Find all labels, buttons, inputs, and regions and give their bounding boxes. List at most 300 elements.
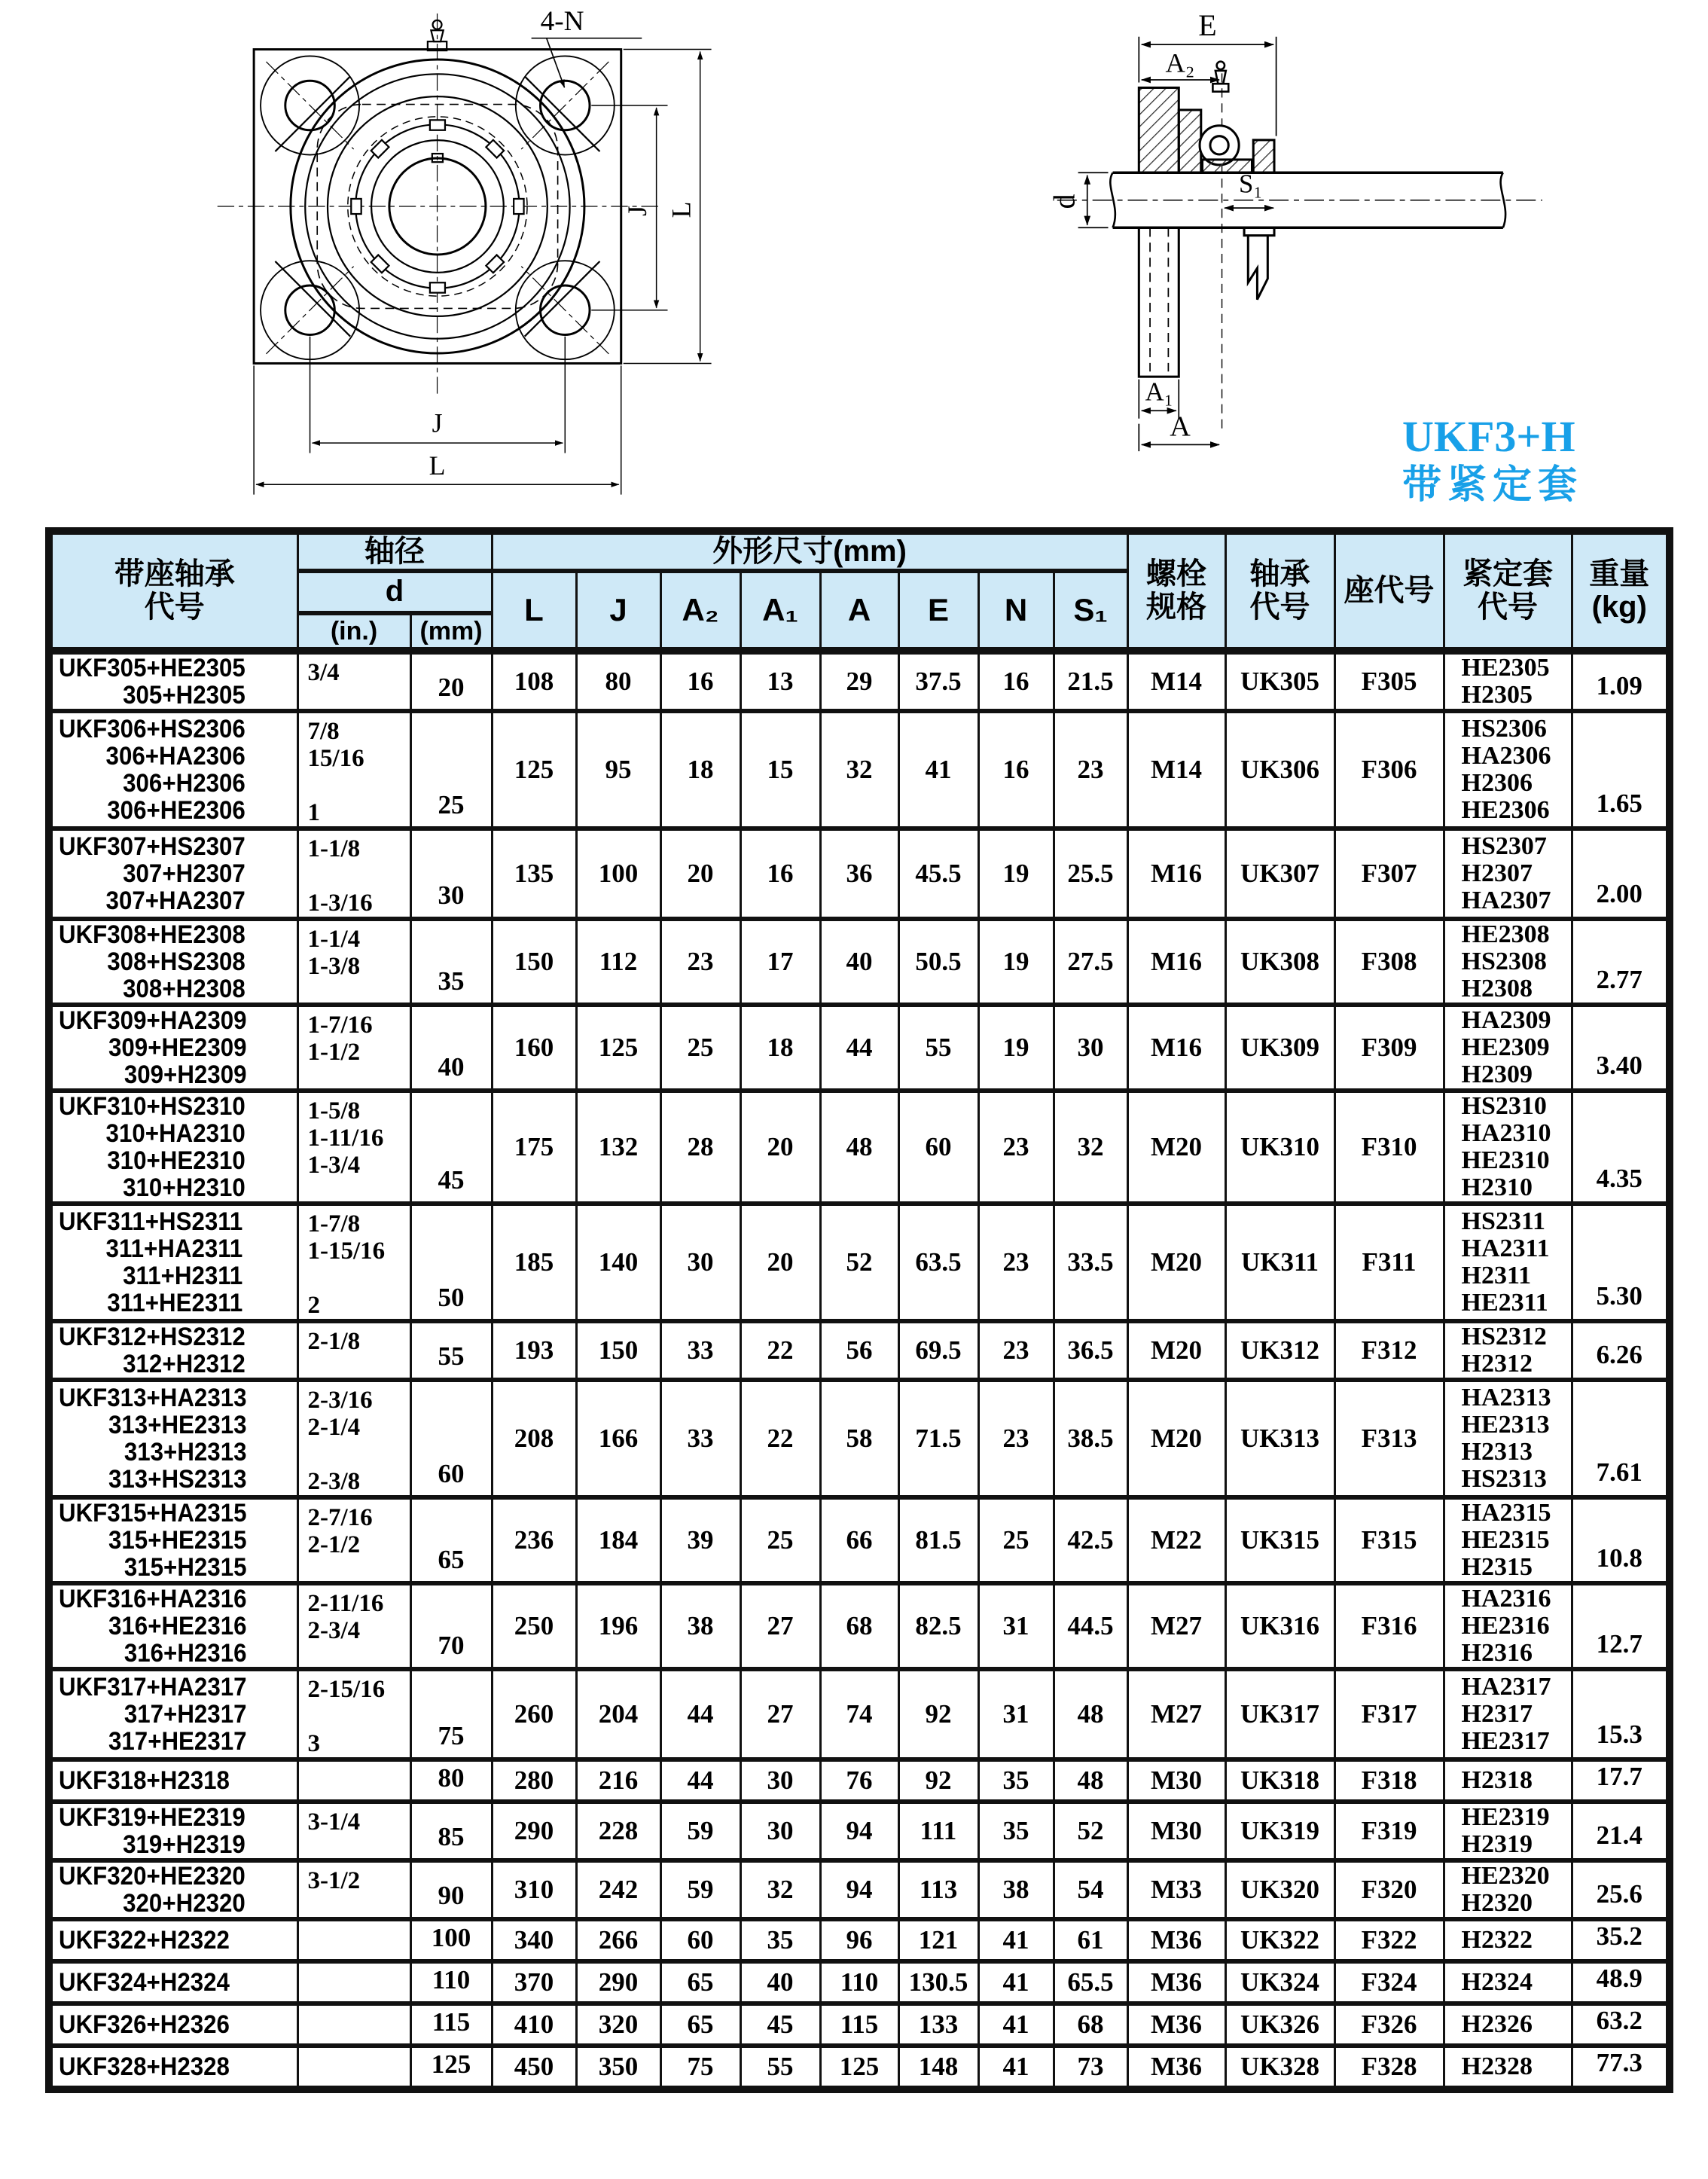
cell-dim-J: 112 <box>576 919 660 1005</box>
cell-weight: 1.65 <box>1572 711 1670 829</box>
cell-shaft-dia-in <box>297 1759 410 1802</box>
dim-a-label: A <box>1170 410 1191 443</box>
table-row <box>49 2046 1670 2089</box>
cell-weight: 17.7 <box>1572 1759 1670 1802</box>
dim-l-bottom-label: L <box>429 450 446 481</box>
cell-sleeve-code: HA2316 HE2316 H2316 <box>1444 1583 1572 1669</box>
cell-dim-E: 41 <box>898 711 978 829</box>
cell-housing-code: F316 <box>1334 1583 1444 1669</box>
table-row <box>49 1005 1670 1091</box>
spec-table <box>45 527 1673 2093</box>
cell-dim-N: 41 <box>978 1961 1054 2004</box>
cell-dim-A: 76 <box>820 1759 898 1802</box>
cell-shaft-dia-in: 1-7/16 1-1/2 <box>297 1005 410 1091</box>
cell-shaft-dia-in: 1-5/8 1-11/16 1-3/4 <box>297 1091 410 1204</box>
cell-dim-A1: 16 <box>740 829 820 919</box>
cell-dim-E: 71.5 <box>898 1380 978 1497</box>
cell-dim-A1: 55 <box>740 2046 820 2089</box>
cell-dim-S1: 52 <box>1054 1802 1127 1860</box>
cell-bearing-code: UK328 <box>1225 2046 1334 2089</box>
cell-dim-S1: 68 <box>1054 2004 1127 2046</box>
cell-bolt-spec: M14 <box>1127 711 1225 829</box>
cell-unit-code: UKF317+HA2317 317+H2317 317+HE2317 <box>49 1669 297 1759</box>
table-row <box>49 1204 1670 1321</box>
cell-dim-S1: 61 <box>1054 1919 1127 1961</box>
dim-a2-label: A₂ <box>1165 47 1195 78</box>
cell-dim-L: 450 <box>492 2046 576 2089</box>
cell-bolt-spec: M36 <box>1127 1961 1225 2004</box>
cell-dim-L: 150 <box>492 919 576 1005</box>
cell-dim-L: 340 <box>492 1919 576 1961</box>
cell-dim-A2: 75 <box>660 2046 740 2089</box>
cell-sleeve-code: H2318 <box>1444 1759 1572 1802</box>
cell-dim-A: 32 <box>820 711 898 829</box>
table-body <box>49 651 1670 2089</box>
cell-dim-A1: 32 <box>740 1860 820 1919</box>
cell-dim-S1: 42.5 <box>1054 1497 1127 1583</box>
cell-weight: 2.00 <box>1572 829 1670 919</box>
cell-unit-code: UKF316+HA2316 316+HE2316 316+H2316 <box>49 1583 297 1669</box>
cell-bolt-spec: M33 <box>1127 1860 1225 1919</box>
cell-dim-N: 41 <box>978 2046 1054 2089</box>
cell-sleeve-code: HA2317 H2317 HE2317 <box>1444 1669 1572 1759</box>
dim-d-label: d <box>1047 194 1081 209</box>
cell-dim-A1: 27 <box>740 1583 820 1669</box>
cell-bearing-code: UK309 <box>1225 1005 1334 1091</box>
cell-unit-code: UKF326+H2326 <box>49 2004 297 2046</box>
header-dim-S1: S₁ <box>1054 571 1127 651</box>
cell-housing-code: F308 <box>1334 919 1444 1005</box>
cell-weight: 77.3 <box>1572 2046 1670 2089</box>
cell-dim-A: 74 <box>820 1669 898 1759</box>
cell-dim-A2: 65 <box>660 1961 740 2004</box>
cell-dim-N: 31 <box>978 1583 1054 1669</box>
cell-dim-A2: 39 <box>660 1497 740 1583</box>
cell-shaft-dia-in <box>297 2004 410 2046</box>
cell-dim-A2: 65 <box>660 2004 740 2046</box>
cell-bolt-spec: M36 <box>1127 2046 1225 2089</box>
cell-dim-J: 242 <box>576 1860 660 1919</box>
cell-dim-J: 166 <box>576 1380 660 1497</box>
cell-dim-L: 175 <box>492 1091 576 1204</box>
cell-bearing-code: UK313 <box>1225 1380 1334 1497</box>
cell-dim-L: 125 <box>492 711 576 829</box>
table-row <box>49 1497 1670 1583</box>
cell-sleeve-code: HS2311 HA2311 H2311 HE2311 <box>1444 1204 1572 1321</box>
cell-unit-code: UKF307+HS2307 307+H2307 307+HA2307 <box>49 829 297 919</box>
cell-shaft-dia-mm: 35 <box>410 919 492 1005</box>
table-row <box>49 1091 1670 1204</box>
header-dim-L: L <box>492 571 576 651</box>
cell-bearing-code: UK310 <box>1225 1091 1334 1204</box>
header-d-in: (in.) <box>297 613 410 651</box>
table-row <box>49 1860 1670 1919</box>
cell-shaft-dia-in: 3/4 <box>297 651 410 711</box>
cell-dim-E: 92 <box>898 1759 978 1802</box>
cell-bolt-spec: M20 <box>1127 1380 1225 1497</box>
cell-shaft-dia-mm: 30 <box>410 829 492 919</box>
header-outline-dims: 外形尺寸(mm) <box>492 531 1127 571</box>
cell-dim-A2: 30 <box>660 1204 740 1321</box>
cell-housing-code: F306 <box>1334 711 1444 829</box>
cell-dim-A2: 28 <box>660 1091 740 1204</box>
cell-sleeve-code: HA2309 HE2309 H2309 <box>1444 1005 1572 1091</box>
cell-dim-J: 125 <box>576 1005 660 1091</box>
cell-dim-L: 135 <box>492 829 576 919</box>
cell-bolt-spec: M36 <box>1127 2004 1225 2046</box>
cell-housing-code: F310 <box>1334 1091 1444 1204</box>
series-title-line1: UKF3+H <box>1402 412 1575 461</box>
cell-dim-A: 44 <box>820 1005 898 1091</box>
cell-bolt-spec: M30 <box>1127 1802 1225 1860</box>
cell-unit-code: UKF315+HA2315 315+HE2315 315+H2315 <box>49 1497 297 1583</box>
cell-housing-code: F307 <box>1334 829 1444 919</box>
cell-sleeve-code: HE2319 H2319 <box>1444 1802 1572 1860</box>
cell-dim-S1: 54 <box>1054 1860 1127 1919</box>
cell-dim-A2: 23 <box>660 919 740 1005</box>
cell-dim-N: 16 <box>978 711 1054 829</box>
cell-dim-A2: 33 <box>660 1321 740 1380</box>
cell-shaft-dia-mm: 45 <box>410 1091 492 1204</box>
cell-dim-A: 66 <box>820 1497 898 1583</box>
cell-bolt-spec: M16 <box>1127 1005 1225 1091</box>
cell-shaft-dia-mm: 60 <box>410 1380 492 1497</box>
cell-dim-N: 25 <box>978 1497 1054 1583</box>
cell-bolt-spec: M27 <box>1127 1669 1225 1759</box>
cell-dim-E: 37.5 <box>898 651 978 711</box>
header-dim-A: A <box>820 571 898 651</box>
cell-dim-N: 41 <box>978 2004 1054 2046</box>
cell-dim-A: 96 <box>820 1919 898 1961</box>
cell-dim-J: 228 <box>576 1802 660 1860</box>
cell-weight: 2.77 <box>1572 919 1670 1005</box>
technical-drawings <box>0 0 1708 527</box>
cell-dim-A1: 17 <box>740 919 820 1005</box>
cell-housing-code: F312 <box>1334 1321 1444 1380</box>
cell-dim-S1: 73 <box>1054 2046 1127 2089</box>
cell-dim-A1: 22 <box>740 1380 820 1497</box>
cell-dim-J: 350 <box>576 2046 660 2089</box>
cell-weight: 12.7 <box>1572 1583 1670 1669</box>
cell-bearing-code: UK319 <box>1225 1802 1334 1860</box>
cell-bearing-code: UK311 <box>1225 1204 1334 1321</box>
cell-dim-S1: 38.5 <box>1054 1380 1127 1497</box>
cell-weight: 3.40 <box>1572 1005 1670 1091</box>
cell-dim-A2: 33 <box>660 1380 740 1497</box>
front-view-svg <box>203 5 730 509</box>
cell-dim-J: 95 <box>576 711 660 829</box>
table-row <box>49 1321 1670 1380</box>
header-sleeve-code: 紧定套 代号 <box>1444 531 1572 651</box>
series-title-line2: 带紧定套 <box>1402 463 1584 508</box>
cell-dim-L: 280 <box>492 1759 576 1802</box>
cell-dim-N: 23 <box>978 1321 1054 1380</box>
cell-sleeve-code: HS2306 HA2306 H2306 HE2306 <box>1444 711 1572 829</box>
cell-shaft-dia-mm: 40 <box>410 1005 492 1091</box>
cell-dim-E: 113 <box>898 1860 978 1919</box>
cell-dim-A: 40 <box>820 919 898 1005</box>
cell-shaft-dia-mm: 125 <box>410 2046 492 2089</box>
cell-dim-E: 81.5 <box>898 1497 978 1583</box>
cell-dim-N: 23 <box>978 1091 1054 1204</box>
cell-dim-E: 55 <box>898 1005 978 1091</box>
cell-dim-L: 160 <box>492 1005 576 1091</box>
grease-fitting-icon <box>1212 62 1228 92</box>
table-row <box>49 1583 1670 1669</box>
cell-dim-S1: 44.5 <box>1054 1583 1127 1669</box>
cell-dim-E: 50.5 <box>898 919 978 1005</box>
cell-dim-L: 208 <box>492 1380 576 1497</box>
cell-dim-A: 58 <box>820 1380 898 1497</box>
table-row <box>49 651 1670 711</box>
cell-dim-L: 370 <box>492 1961 576 2004</box>
cell-housing-code: F326 <box>1334 2004 1444 2046</box>
cell-bearing-code: UK320 <box>1225 1860 1334 1919</box>
cell-dim-J: 290 <box>576 1961 660 2004</box>
cell-shaft-dia-mm: 100 <box>410 1919 492 1961</box>
cell-shaft-dia-mm: 115 <box>410 2004 492 2046</box>
cell-dim-E: 69.5 <box>898 1321 978 1380</box>
cell-dim-S1: 27.5 <box>1054 919 1127 1005</box>
table-row <box>49 1802 1670 1860</box>
table-header <box>49 531 1670 651</box>
cell-bearing-code: UK322 <box>1225 1919 1334 1961</box>
cell-shaft-dia-mm: 75 <box>410 1669 492 1759</box>
cell-weight: 35.2 <box>1572 1919 1670 1961</box>
cell-dim-J: 216 <box>576 1759 660 1802</box>
cell-weight: 7.61 <box>1572 1380 1670 1497</box>
cell-unit-code: UKF328+H2328 <box>49 2046 297 2089</box>
cell-dim-A2: 44 <box>660 1759 740 1802</box>
cell-dim-A2: 18 <box>660 711 740 829</box>
header-housing-code: 座代号 <box>1334 531 1444 651</box>
cell-housing-code: F320 <box>1334 1860 1444 1919</box>
cell-sleeve-code: H2328 <box>1444 2046 1572 2089</box>
table-row <box>49 2004 1670 2046</box>
cell-dim-E: 63.5 <box>898 1204 978 1321</box>
header-dim-N: N <box>978 571 1054 651</box>
cell-housing-code: F319 <box>1334 1802 1444 1860</box>
cell-sleeve-code: HA2315 HE2315 H2315 <box>1444 1497 1572 1583</box>
cell-dim-N: 19 <box>978 829 1054 919</box>
dim-l-right-label: L <box>666 201 697 218</box>
cell-dim-E: 148 <box>898 2046 978 2089</box>
cell-bolt-spec: M16 <box>1127 919 1225 1005</box>
header-dim-J: J <box>576 571 660 651</box>
cell-bearing-code: UK316 <box>1225 1583 1334 1669</box>
cell-bolt-spec: M16 <box>1127 829 1225 919</box>
cell-dim-A1: 22 <box>740 1321 820 1380</box>
cell-shaft-dia-in <box>297 2046 410 2089</box>
cell-dim-N: 19 <box>978 1005 1054 1091</box>
cell-shaft-dia-in: 3-1/4 <box>297 1802 410 1860</box>
cell-dim-A: 52 <box>820 1204 898 1321</box>
cell-weight: 5.30 <box>1572 1204 1670 1321</box>
cell-dim-A2: 38 <box>660 1583 740 1669</box>
cell-dim-A2: 16 <box>660 651 740 711</box>
cell-dim-J: 204 <box>576 1669 660 1759</box>
table-row <box>49 1380 1670 1497</box>
cell-shaft-dia-mm: 90 <box>410 1860 492 1919</box>
header-weight: 重量 (kg) <box>1572 531 1670 651</box>
cell-dim-A1: 13 <box>740 651 820 711</box>
cell-dim-S1: 30 <box>1054 1005 1127 1091</box>
cell-housing-code: F317 <box>1334 1669 1444 1759</box>
table-row <box>49 1961 1670 2004</box>
dim-e-label: E <box>1198 8 1217 42</box>
header-dim-A1: A₁ <box>740 571 820 651</box>
cell-dim-S1: 23 <box>1054 711 1127 829</box>
cell-dim-N: 38 <box>978 1860 1054 1919</box>
cell-bolt-spec: M22 <box>1127 1497 1225 1583</box>
cell-dim-A: 110 <box>820 1961 898 2004</box>
cell-dim-A2: 20 <box>660 829 740 919</box>
cell-shaft-dia-mm: 80 <box>410 1759 492 1802</box>
cell-shaft-dia-in: 2-7/16 2-1/2 <box>297 1497 410 1583</box>
cell-weight: 10.8 <box>1572 1497 1670 1583</box>
cell-dim-A1: 35 <box>740 1919 820 1961</box>
cell-dim-J: 320 <box>576 2004 660 2046</box>
cell-sleeve-code: HE2308 HS2308 H2308 <box>1444 919 1572 1005</box>
cell-dim-L: 310 <box>492 1860 576 1919</box>
cell-bolt-spec: M20 <box>1127 1321 1225 1380</box>
cell-dim-J: 140 <box>576 1204 660 1321</box>
dim-a1-label: A₁ <box>1145 377 1173 407</box>
cell-housing-code: F318 <box>1334 1759 1444 1802</box>
cell-dim-A1: 40 <box>740 1961 820 2004</box>
cell-dim-S1: 25.5 <box>1054 829 1127 919</box>
cell-unit-code: UKF319+HE2319 319+H2319 <box>49 1802 297 1860</box>
cell-shaft-dia-in: 2-11/16 2-3/4 <box>297 1583 410 1669</box>
cell-bolt-spec: M36 <box>1127 1919 1225 1961</box>
cell-dim-S1: 21.5 <box>1054 651 1127 711</box>
cell-dim-A1: 30 <box>740 1802 820 1860</box>
cell-shaft-dia-in <box>297 1919 410 1961</box>
cell-dim-L: 260 <box>492 1669 576 1759</box>
cell-bolt-spec: M30 <box>1127 1759 1225 1802</box>
header-shaft-dia: 轴径 <box>297 531 492 571</box>
table-row <box>49 919 1670 1005</box>
cell-dim-L: 185 <box>492 1204 576 1321</box>
cell-shaft-dia-in: 7/8 15/16 1 <box>297 711 410 829</box>
cell-sleeve-code: HE2305 H2305 <box>1444 651 1572 711</box>
table-row <box>49 711 1670 829</box>
cell-shaft-dia-in: 2-3/16 2-1/4 2-3/8 <box>297 1380 410 1497</box>
dim-j-bottom-label: J <box>432 407 443 438</box>
dim-s1-label: S₁ <box>1239 169 1263 199</box>
table-row <box>49 1759 1670 1802</box>
cell-shaft-dia-mm: 25 <box>410 711 492 829</box>
cell-dim-S1: 36.5 <box>1054 1321 1127 1380</box>
header-dim-A2: A₂ <box>660 571 740 651</box>
cell-weight: 25.6 <box>1572 1860 1670 1919</box>
cell-shaft-dia-in: 1-7/8 1-15/16 2 <box>297 1204 410 1321</box>
cell-housing-code: F324 <box>1334 1961 1444 2004</box>
cell-housing-code: F313 <box>1334 1380 1444 1497</box>
cell-dim-J: 80 <box>576 651 660 711</box>
cell-dim-E: 60 <box>898 1091 978 1204</box>
cell-dim-A: 68 <box>820 1583 898 1669</box>
cell-unit-code: UKF320+HE2320 320+H2320 <box>49 1860 297 1919</box>
cell-weight: 21.4 <box>1572 1802 1670 1860</box>
cell-unit-code: UKF309+HA2309 309+HE2309 309+H2309 <box>49 1005 297 1091</box>
cell-sleeve-code: H2324 <box>1444 1961 1572 2004</box>
cell-dim-E: 82.5 <box>898 1583 978 1669</box>
cell-housing-code: F328 <box>1334 2046 1444 2089</box>
cell-dim-A: 94 <box>820 1802 898 1860</box>
cell-shaft-dia-mm: 110 <box>410 1961 492 2004</box>
cell-dim-J: 132 <box>576 1091 660 1204</box>
cell-bolt-spec: M27 <box>1127 1583 1225 1669</box>
cell-bearing-code: UK307 <box>1225 829 1334 919</box>
cell-dim-A: 36 <box>820 829 898 919</box>
cell-dim-J: 184 <box>576 1497 660 1583</box>
cell-unit-code: UKF312+HS2312 312+H2312 <box>49 1321 297 1380</box>
cell-bearing-code: UK306 <box>1225 711 1334 829</box>
cell-dim-A: 115 <box>820 2004 898 2046</box>
cell-dim-A1: 27 <box>740 1669 820 1759</box>
table-row <box>49 829 1670 919</box>
cell-dim-E: 45.5 <box>898 829 978 919</box>
cell-sleeve-code: HE2320 H2320 <box>1444 1860 1572 1919</box>
bolt-note-label: 4-N <box>540 6 584 38</box>
table-row <box>49 1919 1670 1961</box>
cell-weight: 15.3 <box>1572 1669 1670 1759</box>
spec-table-wrap <box>45 527 1673 2093</box>
cell-dim-S1: 65.5 <box>1054 1961 1127 2004</box>
cell-dim-A1: 45 <box>740 2004 820 2046</box>
cell-shaft-dia-in: 2-15/16 3 <box>297 1669 410 1759</box>
cell-dim-L: 250 <box>492 1583 576 1669</box>
cell-dim-E: 130.5 <box>898 1961 978 2004</box>
cell-bearing-code: UK315 <box>1225 1497 1334 1583</box>
cell-housing-code: F322 <box>1334 1919 1444 1961</box>
cell-bearing-code: UK312 <box>1225 1321 1334 1380</box>
cell-bearing-code: UK326 <box>1225 2004 1334 2046</box>
cell-sleeve-code: HS2307 H2307 HA2307 <box>1444 829 1572 919</box>
cell-unit-code: UKF318+H2318 <box>49 1759 297 1802</box>
cell-dim-S1: 32 <box>1054 1091 1127 1204</box>
cell-shaft-dia-in: 1-1/4 1-3/8 <box>297 919 410 1005</box>
housing-section <box>1139 87 1274 172</box>
cell-dim-L: 410 <box>492 2004 576 2046</box>
header-bearing-code: 轴承 代号 <box>1225 531 1334 651</box>
table-row <box>49 1669 1670 1759</box>
cell-sleeve-code: HA2313 HE2313 H2313 HS2313 <box>1444 1380 1572 1497</box>
cell-dim-A1: 25 <box>740 1497 820 1583</box>
centerlines <box>218 14 659 398</box>
cell-dim-J: 150 <box>576 1321 660 1380</box>
cell-dim-J: 196 <box>576 1583 660 1669</box>
cell-housing-code: F311 <box>1334 1204 1444 1321</box>
cell-dim-N: 19 <box>978 919 1054 1005</box>
cell-housing-code: F315 <box>1334 1497 1444 1583</box>
cell-dim-A1: 15 <box>740 711 820 829</box>
cell-shaft-dia-mm: 70 <box>410 1583 492 1669</box>
cell-dim-A: 48 <box>820 1091 898 1204</box>
cell-dim-J: 100 <box>576 829 660 919</box>
cell-dim-A1: 20 <box>740 1091 820 1204</box>
cell-dim-L: 290 <box>492 1802 576 1860</box>
cell-dim-N: 41 <box>978 1919 1054 1961</box>
cell-dim-S1: 48 <box>1054 1759 1127 1802</box>
cell-dim-A: 125 <box>820 2046 898 2089</box>
cell-sleeve-code: HS2312 H2312 <box>1444 1321 1572 1380</box>
section-view-drawing <box>1047 8 1548 465</box>
series-title <box>1402 411 1583 509</box>
bolt-hole-note <box>532 6 642 87</box>
cell-bolt-spec: M20 <box>1127 1091 1225 1204</box>
